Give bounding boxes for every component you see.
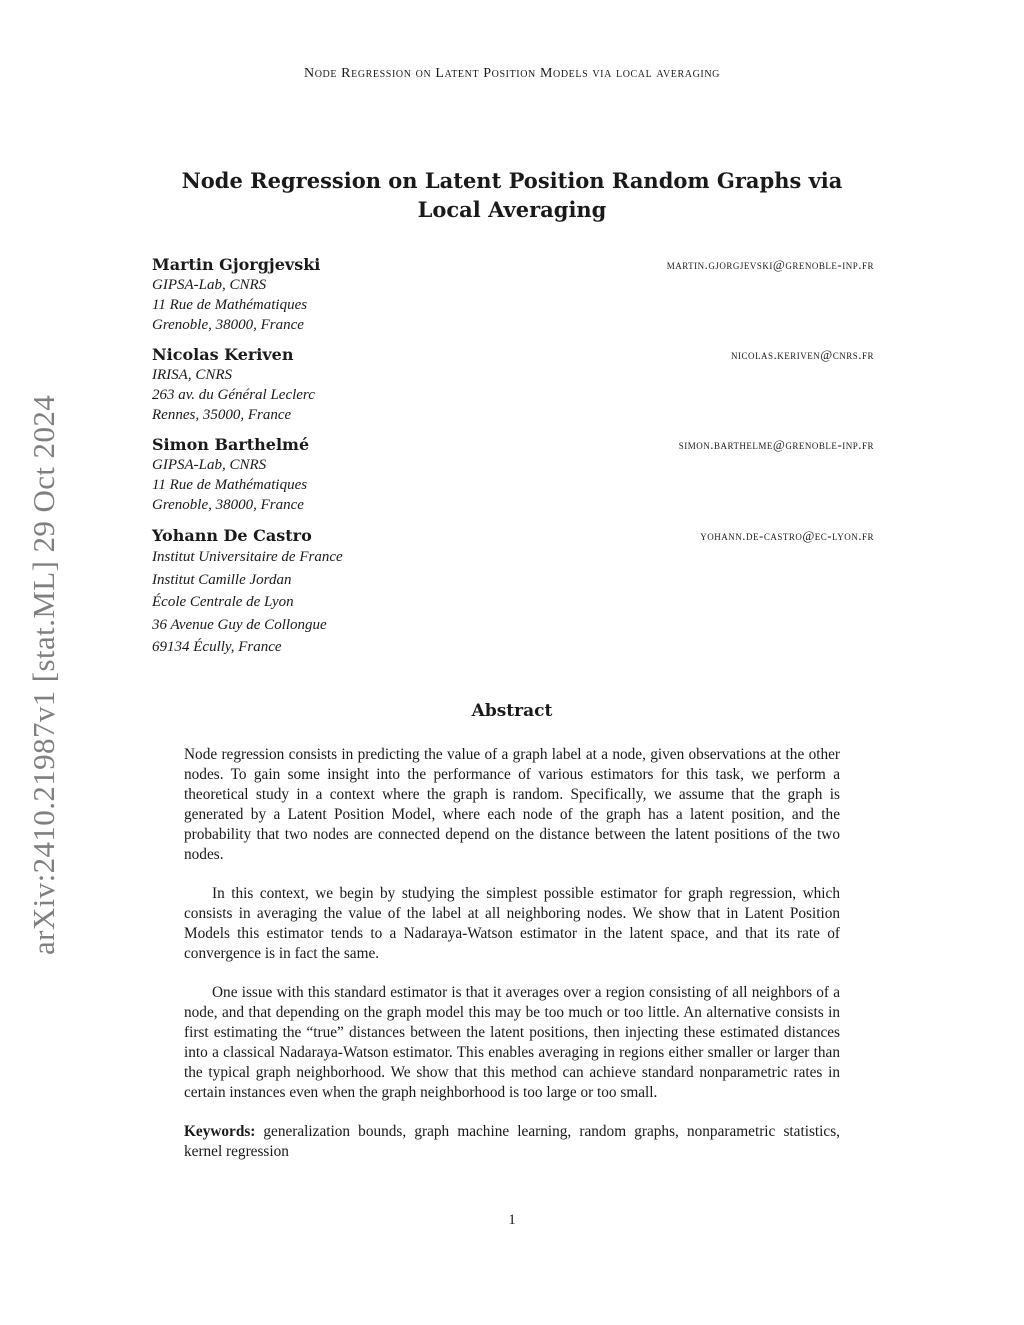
author-email: simon.barthelme@grenoble-inp.fr — [678, 437, 874, 452]
paper-title-line-1: Node Regression on Latent Position Random Graphs via — [181, 168, 843, 193]
keywords-text: generalization bounds, graph machine learning, random graphs, nonparametric statistics, kernel regression — [184, 1123, 840, 1160]
author-email: nicolas.keriven@cnrs.fr — [731, 347, 874, 362]
author-name: Nicolas Keriven — [152, 345, 294, 364]
author-affiliation-line: 69134 Écully, France — [152, 639, 282, 655]
paper-title-line-2: Local Averaging — [417, 197, 607, 222]
author-block — [152, 255, 874, 335]
author-affiliation-line: 11 Rue de Mathématiques — [152, 297, 308, 313]
author-affiliation-line: École Centrale de Lyon — [152, 594, 294, 610]
author-affiliation-line: Grenoble, 38000, France — [152, 317, 304, 333]
abstract-paragraph: One issue with this standard estimator is that it averages over a region consisting of all neighbors of a node, and that depending on the graph model this may be too much or too little. An alternative consists in first estimating the “true” distances between the latent positions, then injecting these estimated distances into a classical Nadaraya-Watson estimator. This enables averaging in regions either smaller or larger than the typical graph neighborhood. We show that this method can achieve standard nonparametric rates in certain instances even when the graph neighborhood is too large or too small. — [184, 984, 840, 1101]
author-block — [152, 526, 874, 659]
author-block — [152, 345, 874, 425]
page-number: 1 — [508, 1212, 516, 1228]
author-email: martin.gjorgjevski@grenoble-inp.fr — [666, 257, 874, 272]
author-affiliation-line: Grenoble, 38000, France — [152, 497, 304, 513]
author-affiliation-line: 263 av. du Général Leclerc — [152, 387, 315, 403]
author-name: Martin Gjorgjevski — [152, 255, 321, 274]
author-affiliation-line: Institut Universitaire de France — [152, 549, 343, 565]
author-affiliation-line: 11 Rue de Mathématiques — [152, 477, 308, 493]
paper-title — [160, 166, 864, 224]
abstract-paragraph: Node regression consists in predicting the value of a graph label at a node, given observations at the other nodes. To gain some insight into the performance of various estimators for this task, we perform a theoretical study in a context where the graph is random. Specifically, we assume that the graph is generated by a Latent Position Model, where each node of the graph has a latent position, and the probability that two nodes are connected depend on the distance between the latent positions of the two nodes. — [184, 746, 840, 863]
author-name: Simon Barthelmé — [152, 435, 310, 454]
author-block — [152, 435, 874, 515]
keywords-label: Keywords: — [184, 1123, 256, 1140]
author-name: Yohann De Castro — [152, 526, 312, 545]
abstract-body — [184, 745, 840, 1181]
author-affiliation-line: GIPSA-Lab, CNRS — [152, 457, 267, 473]
author-affiliation-line: GIPSA-Lab, CNRS — [152, 277, 267, 293]
author-affiliation-line: IRISA, CNRS — [152, 367, 232, 383]
arxiv-identifier-stamp: arXiv:2410.21987v1 [stat.ML] 29 Oct 2024 — [26, 394, 61, 955]
keywords — [184, 1122, 840, 1162]
author-email: yohann.de-castro@ec-lyon.fr — [700, 528, 874, 543]
abstract-heading: Abstract — [471, 701, 553, 721]
author-affiliation-line: 36 Avenue Guy de Collongue — [152, 616, 327, 633]
author-affiliation-line: Institut Camille Jordan — [152, 571, 292, 588]
author-affiliation-line: Rennes, 35000, France — [152, 407, 292, 423]
abstract-paragraph: In this context, we begin by studying the simplest possible estimator for graph regression, which consists in averaging the value of the label at all neighboring nodes. We show that in Latent Position Models this estimator tends to a Nadaraya-Watson estimator in the latent space, and that its rate of convergence is in fact the same. — [184, 885, 840, 962]
running-header: Node Regression on Latent Position Models via local averaging — [304, 66, 720, 81]
